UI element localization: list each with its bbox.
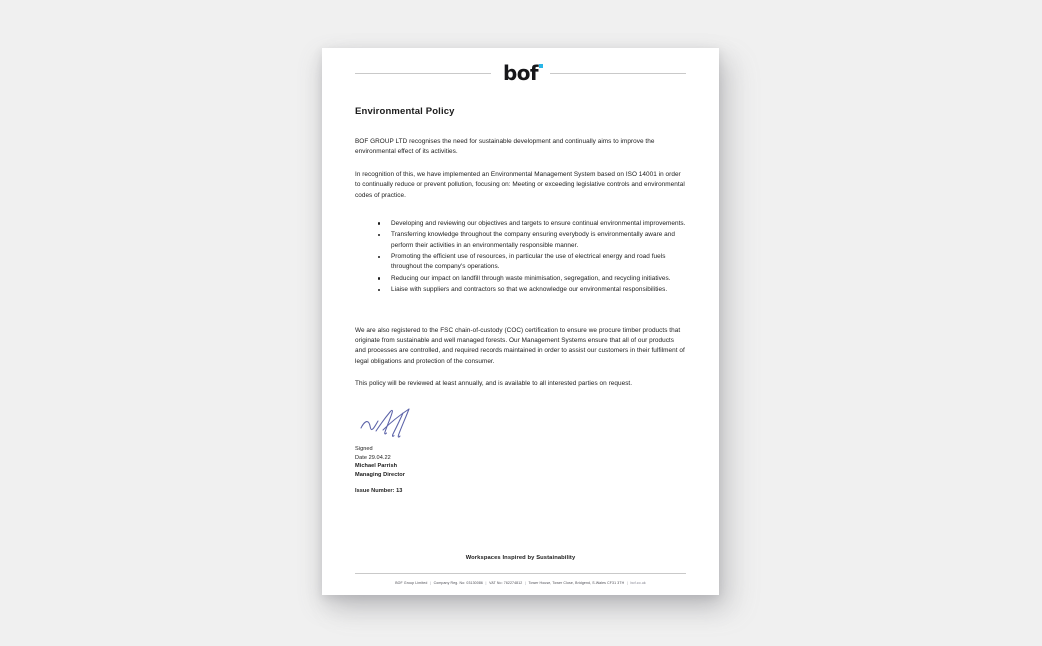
brand-logo <box>491 60 550 85</box>
list-item-text: Transferring knowledge throughout the company ensuring everybody is environmentally aware and perform their activities in an environmentally responsible manner. <box>391 231 675 249</box>
closing-paragraph-2: This policy will be reviewed at least annually, and is available to all interested parties on request. <box>355 380 633 387</box>
bullet-point-icon <box>378 277 380 279</box>
legal-separator: | <box>485 581 487 585</box>
document-page <box>322 48 719 595</box>
logo-accent-dot-icon <box>539 64 543 68</box>
legal-company: BOF Group Limited <box>395 581 428 585</box>
bullet-point-icon <box>378 256 380 258</box>
legal-vat: VAT No: 762274812 <box>489 581 523 585</box>
list-item-text: Liaise with suppliers and contractors so that we acknowledge our environmental responsibilities. <box>391 286 668 294</box>
document-body <box>322 106 719 494</box>
legal-address: Tower House, Tower Close, Bridgend, S.Wales CF31 3TH <box>528 581 625 585</box>
bullet-point-icon <box>378 289 380 291</box>
list-item <box>378 252 686 273</box>
signatory-name: Michael Parrish <box>355 463 398 470</box>
signature-date: Date 29.04.22 <box>355 454 391 461</box>
legal-website[interactable]: bof.co.uk <box>630 581 646 585</box>
signatory-title: Managing Director <box>355 471 405 478</box>
header-rule-left <box>355 73 491 74</box>
legal-separator: | <box>524 581 526 585</box>
list-item-text: Reducing our impact on landfill through waste minimisation, segregation, and recycling initiatives. <box>391 274 671 282</box>
page-footer <box>322 555 719 585</box>
list-item <box>378 285 686 295</box>
legal-company-reg: Company Reg. No: 03130086 <box>433 581 483 585</box>
intro-paragraph-1: BOF GROUP LTD recognises the need for sustainable development and continually aims to improve the environmental effect of its activities. <box>355 138 655 156</box>
handwritten-signature-icon <box>359 407 435 441</box>
issue-number: Issue Number: 13 <box>355 488 403 495</box>
footer-legal-line <box>355 581 686 585</box>
logo-wordmark: bof <box>503 60 538 85</box>
legal-separator: | <box>430 581 432 585</box>
list-item <box>378 230 686 251</box>
header-rule-right <box>550 73 686 74</box>
legal-separator: | <box>626 581 628 585</box>
commitments-list <box>355 219 686 296</box>
signed-label: Signed <box>355 446 373 453</box>
bullet-point-icon <box>378 234 380 236</box>
section-spacer <box>355 314 686 326</box>
list-item-text: Developing and reviewing our objectives and targets to ensure continual environmental improvements. <box>391 219 686 227</box>
bullet-point-icon <box>378 222 380 224</box>
list-item-text: Promoting the efficient use of resources, in particular the use of electrical energy and road fuels throughout the company's operations. <box>391 253 666 271</box>
list-item <box>378 219 686 229</box>
signature-details <box>355 445 686 479</box>
page-header <box>322 60 719 86</box>
footer-tagline: Workspaces Inspired by Sustainability <box>465 555 576 561</box>
list-item <box>378 274 686 284</box>
footer-divider <box>355 573 686 574</box>
closing-paragraph-1: We are also registered to the FSC chain-of-custody (COC) certification to ensure we procure timber products that originate from sustainable and well managed forests. Our Management Systems ensure that all of our products and processes are controlled, and required records maintained in order to assist our customers in their fulfilment of legal obligations and protection of the consumer. <box>355 326 685 365</box>
signature-block <box>355 407 686 494</box>
page-title: Environmental Policy <box>355 106 455 117</box>
intro-paragraph-2: In recognition of this, we have implemented an Environmental Management System based on ISO 14001 in order to continually reduce or prevent pollution, focusing on: Meeting or exceeding legislative controls and environmental codes of practice. <box>355 170 685 199</box>
